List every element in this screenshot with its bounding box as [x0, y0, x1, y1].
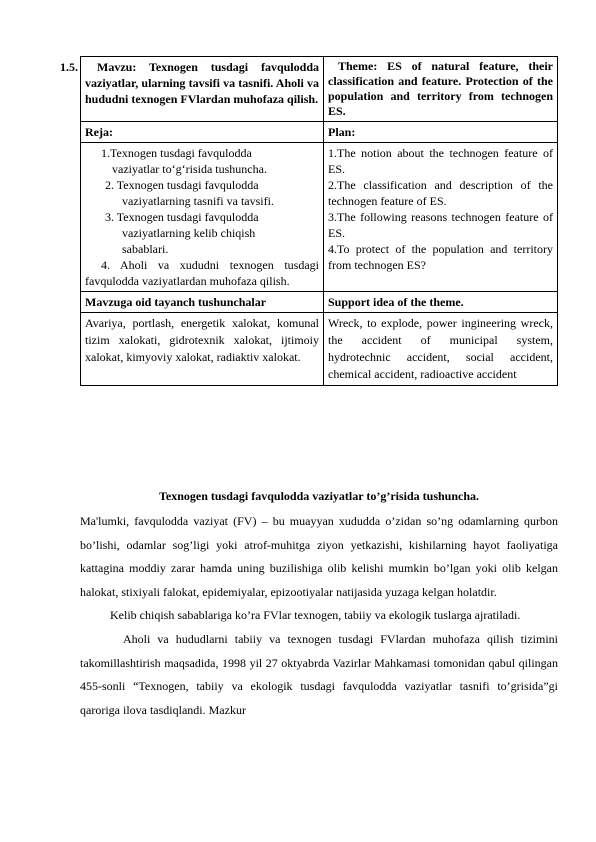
- support-en-text: Wreck, to explode, power ingineering wreck, the accident of municipal system, hydrotechnic accident, social accident, chemical accident, radioactive accident: [324, 313, 558, 386]
- plan-uz-item: vaziyatlarning kelib chiqish: [122, 226, 256, 240]
- plan-uz-item: vaziyatlarning tasnifi va tavsifi.: [122, 194, 274, 208]
- table-row-topic: [81, 57, 558, 122]
- section-title: Texnogen tusdagi favqulodda vaziyatlar to’g’risida tushuncha.: [158, 489, 480, 503]
- table-row-support: [81, 313, 558, 386]
- paragraph: Aholi va hududlarni tabiiy va texnogen tusdagi FVlardan muhofaza qilish tizimini takomillashtirish maqsadida, 1998 yil 27 oktyabrda Vazirlar Mahkamasi tomonidan qabul qilingan 455-sonli “Texnogen, tabiiy va ekologik tusdagi favqulodda vaziyatlar tasnifi to’grisida”gi qaroriga ilova tasdiqlandi. Mazkur: [80, 631, 558, 717]
- table-row-plan: [81, 143, 558, 292]
- plan-en-item: 1.The notion about the technogen feature of ES.: [328, 146, 553, 176]
- plan-uz-item: sabablari.: [122, 242, 169, 256]
- plan-uz-item: vaziyatlar to‘g‘risida tushuncha.: [112, 162, 267, 176]
- lesson-table: [80, 56, 558, 386]
- plan-uz-item: 3. Texnogen tusdagi favqulodda: [105, 210, 259, 224]
- plan-uz-list: [81, 143, 324, 292]
- topic-uz: Mavzu: Texnogen tusdagi favqulodda vaziyatlar, ularning tavsifi va tasnifi. Aholi va hududni texnogen FVlardan muhofaza qilish.: [81, 57, 324, 122]
- plan-uz-item: 2. Texnogen tusdagi favqulodda: [105, 178, 259, 192]
- support-en-header: Support idea of the theme.: [324, 292, 558, 313]
- topic-en: Theme: ES of natural feature, their classification and feature. Protection of the population and territory from technogen ES.: [324, 57, 558, 122]
- plan-en-item: 3.The following reasons technogen feature of ES.: [328, 210, 553, 240]
- paragraph: Ma'lumki, favqulodda vaziyat (FV) – bu muayyan xududda o’zidan so’ng odamlarning qurbon bo’lishi, odamlar sog’ligi yoki atrof-muhitga ziyon yetkazishi, kishilarning hayot faoliyatiga kattagina moddiy zarar hamda uning buzilishiga olib kelishi mumkin bo’lgan yoki olib kelgan halokat, stixiyali falokat, epidemiyalar, epizootiyalar natijasida yuzaga kelgan holatdir.: [80, 514, 558, 599]
- item-number: 1.5.: [60, 60, 78, 74]
- support-uz-header: Mavzuga oid tayanch tushunchalar: [81, 292, 324, 313]
- table-row-support-header: [81, 292, 558, 313]
- plan-uz-item: 4. Aholi va xududni texnogen tusdagi favqulodda vaziyatlardan muhofaza qilish.: [85, 258, 319, 288]
- plan-en-item: 4.To protect of the population and territory from technogen ES?: [328, 242, 553, 272]
- plan-en-header: Plan:: [324, 122, 558, 143]
- plan-en-item: 2.The classification and description of the technogen feature of ES.: [328, 178, 553, 208]
- plan-en-list: [324, 143, 558, 292]
- body-text: [80, 510, 558, 722]
- plan-uz-item: 1.Texnogen tusdagi favqulodda: [101, 146, 252, 160]
- support-uz-text: Avariya, portlash, energetik xalokat, komunal tizim xalokati, gidrotexnik xalokat, ijtimoiy xalokat, kimyoviy xalokat, radiaktiv xalokat.: [81, 313, 324, 386]
- plan-uz-header: Reja:: [81, 122, 324, 143]
- table-row-plan-header: [81, 122, 558, 143]
- paragraph: Kelib chiqish sabablariga ko’ra FVlar texnogen, tabiiy va ekologik tuslarga ajratiladi.: [110, 608, 521, 623]
